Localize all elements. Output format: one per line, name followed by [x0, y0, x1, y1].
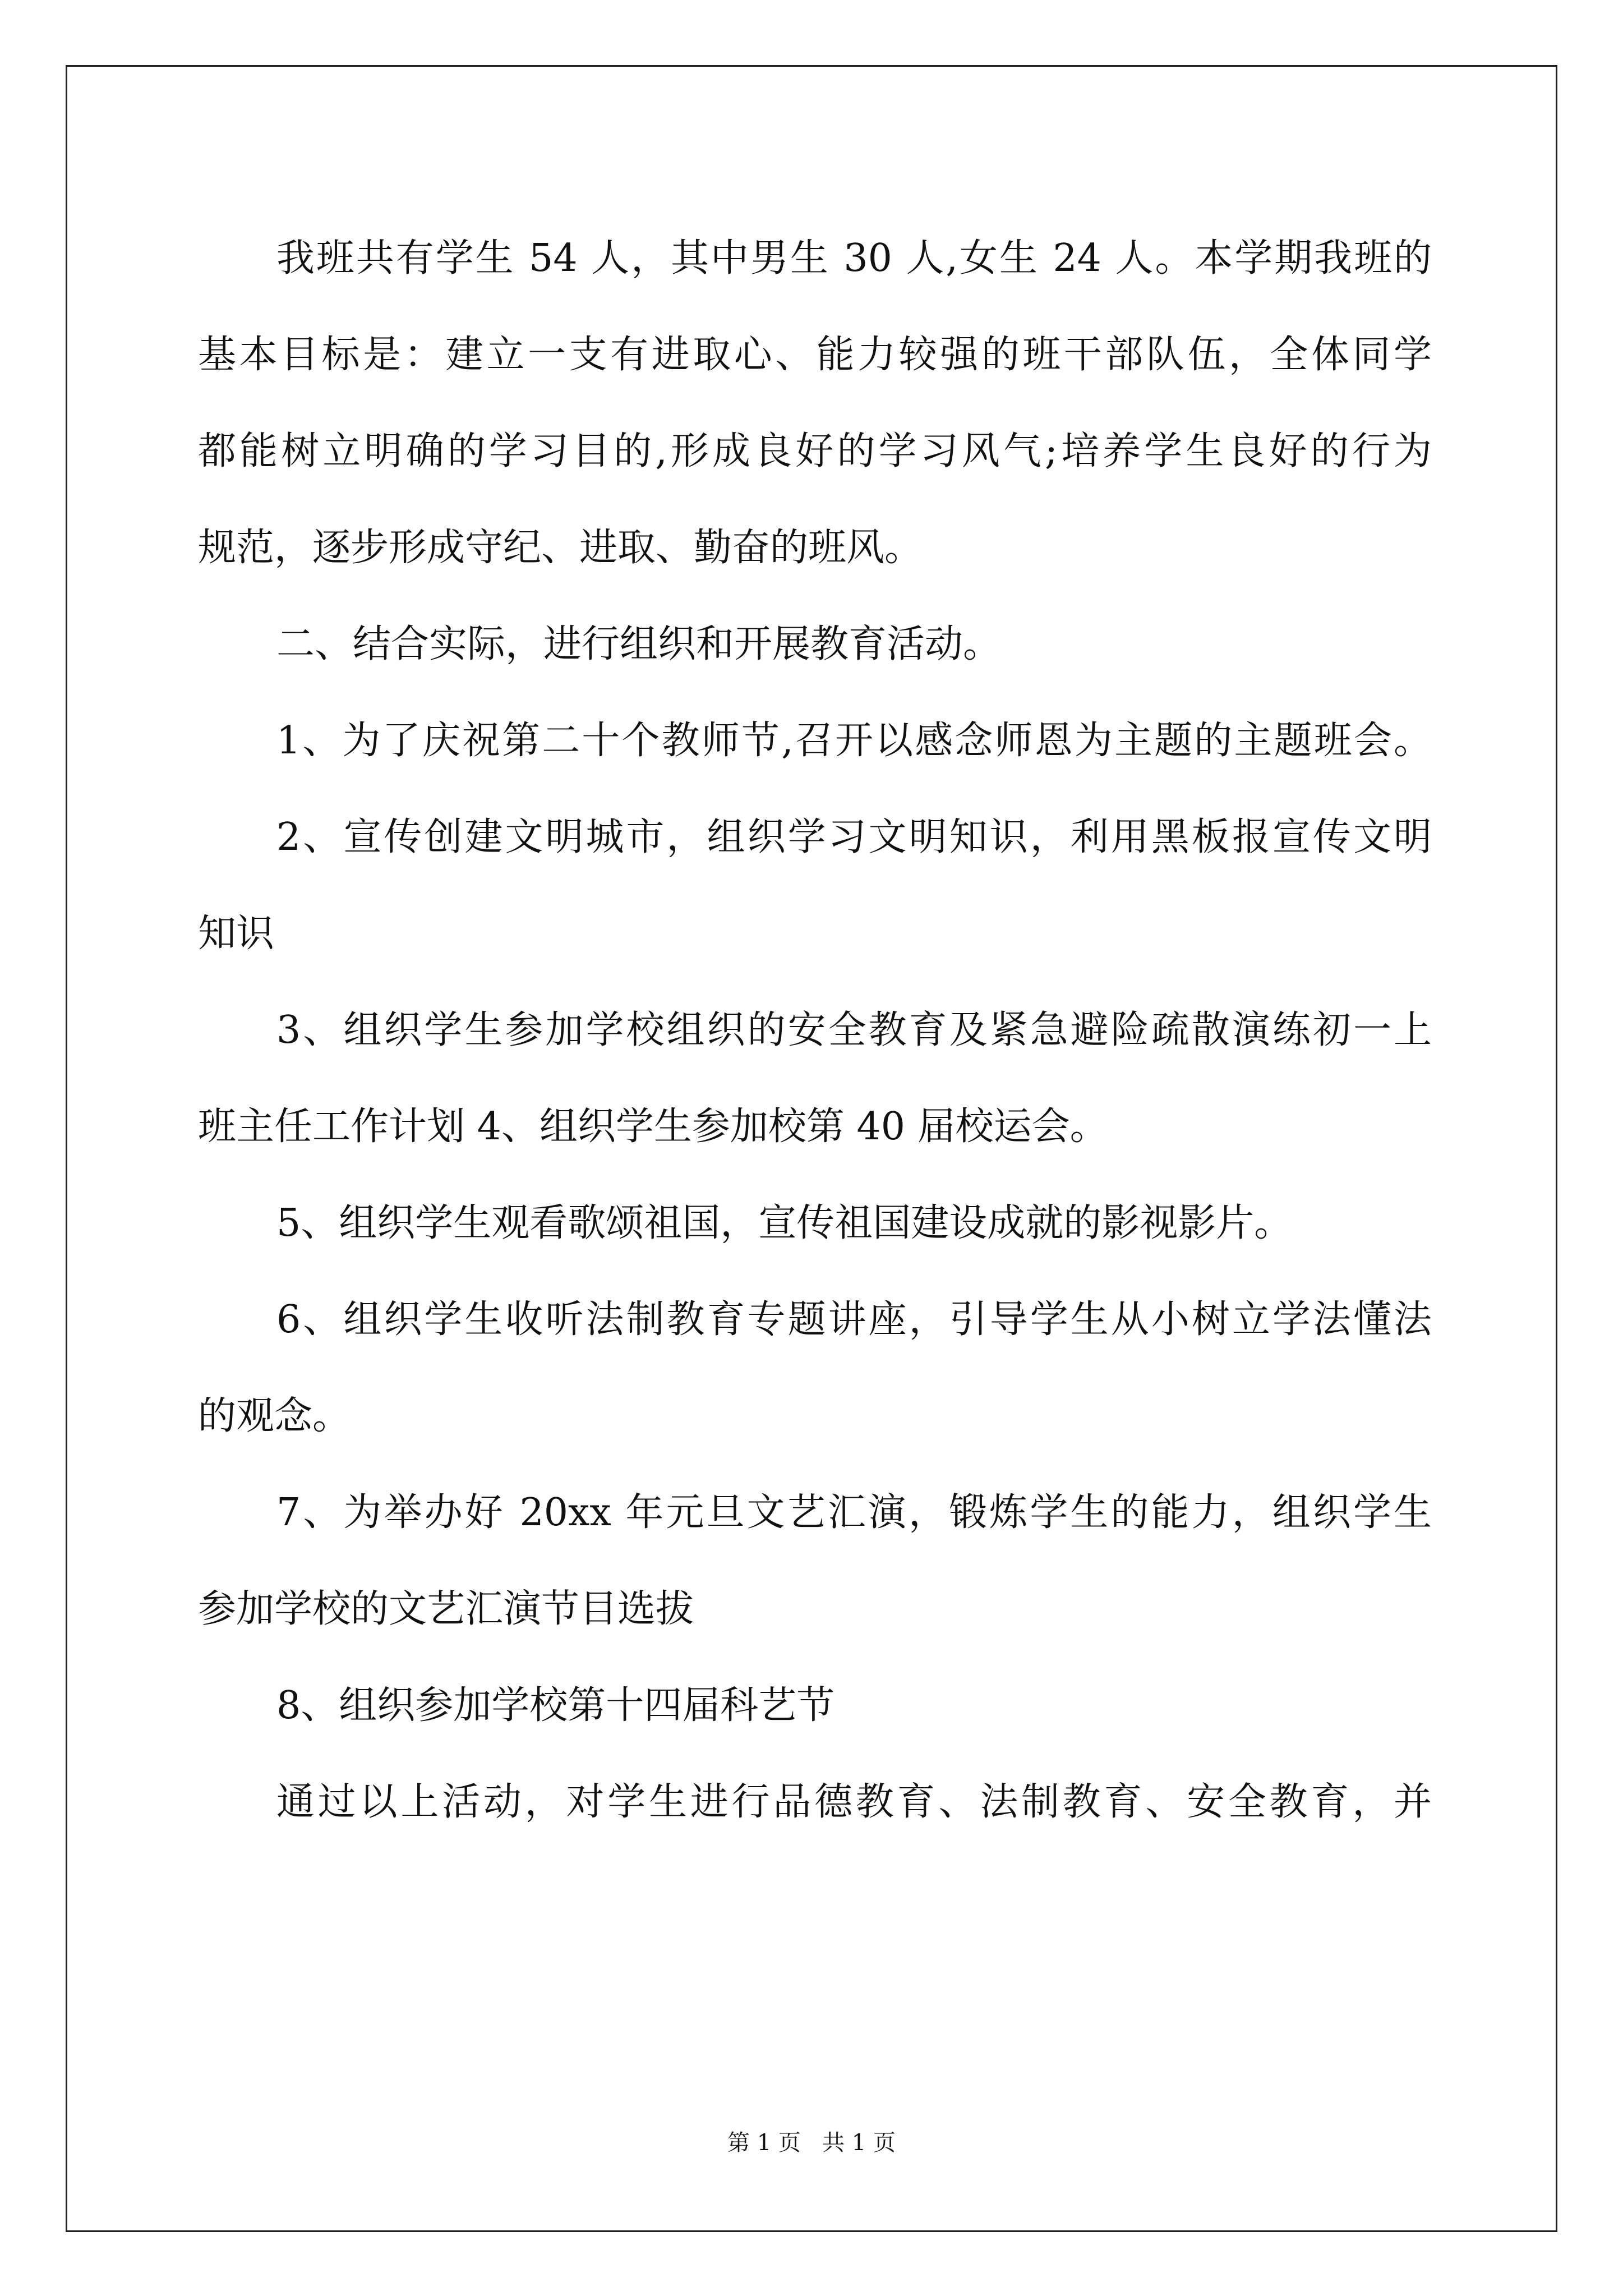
text-line: 的观念。: [198, 1394, 351, 1438]
document-body: [198, 210, 1432, 1851]
text-line: 参加学校的文艺汇演节目选拔: [198, 1587, 694, 1631]
text-line: 6、组织学生收听法制教育专题讲座，引导学生从小树立学法懂法: [276, 1297, 1432, 1342]
text-line: 都能树立明确的学习目的,形成良好的学习风气;培养学生良好的行为: [198, 429, 1432, 473]
text-line: 我班共有学生 54 人，其中男生 30 人,女生 24 人。本学期我班的: [276, 236, 1432, 280]
text-line: 7、为举办好 20xx 年元旦文艺汇演，锻炼学生的能力，组织学生: [276, 1490, 1432, 1535]
text-line: 基本目标是：建立一支有进取心、能力较强的班干部队伍，全体同学: [198, 333, 1432, 377]
text-line: 知识: [198, 912, 275, 956]
text-line: 5、组织学生观看歌颂祖国，宣传祖国建设成就的影视影片。: [276, 1201, 1293, 1245]
page-footer: 第 1 页 共 1 页: [727, 2130, 896, 2156]
text-line: 2、宣传创建文明城市，组织学习文明知识，利用黑板报宣传文明: [276, 815, 1432, 859]
text-line: 通过以上活动，对学生进行品德教育、法制教育、安全教育，并: [276, 1780, 1432, 1824]
text-line: 1、为了庆祝第二十个教师节,召开以感念师恩为主题的主题班会。: [276, 719, 1432, 763]
text-line: 规范，逐步形成守纪、进取、勤奋的班风。: [198, 526, 923, 570]
text-line: 3、组织学生参加学校组织的安全教育及紧急避险疏散演练初一上: [276, 1008, 1432, 1052]
text-line: 8、组织参加学校第十四届科艺节: [276, 1683, 835, 1728]
text-line: 班主任工作计划 4、组织学生参加校第 40 届校运会。: [198, 1105, 1108, 1149]
section-heading: 二、结合实际，进行组织和开展教育活动。: [276, 622, 1002, 666]
